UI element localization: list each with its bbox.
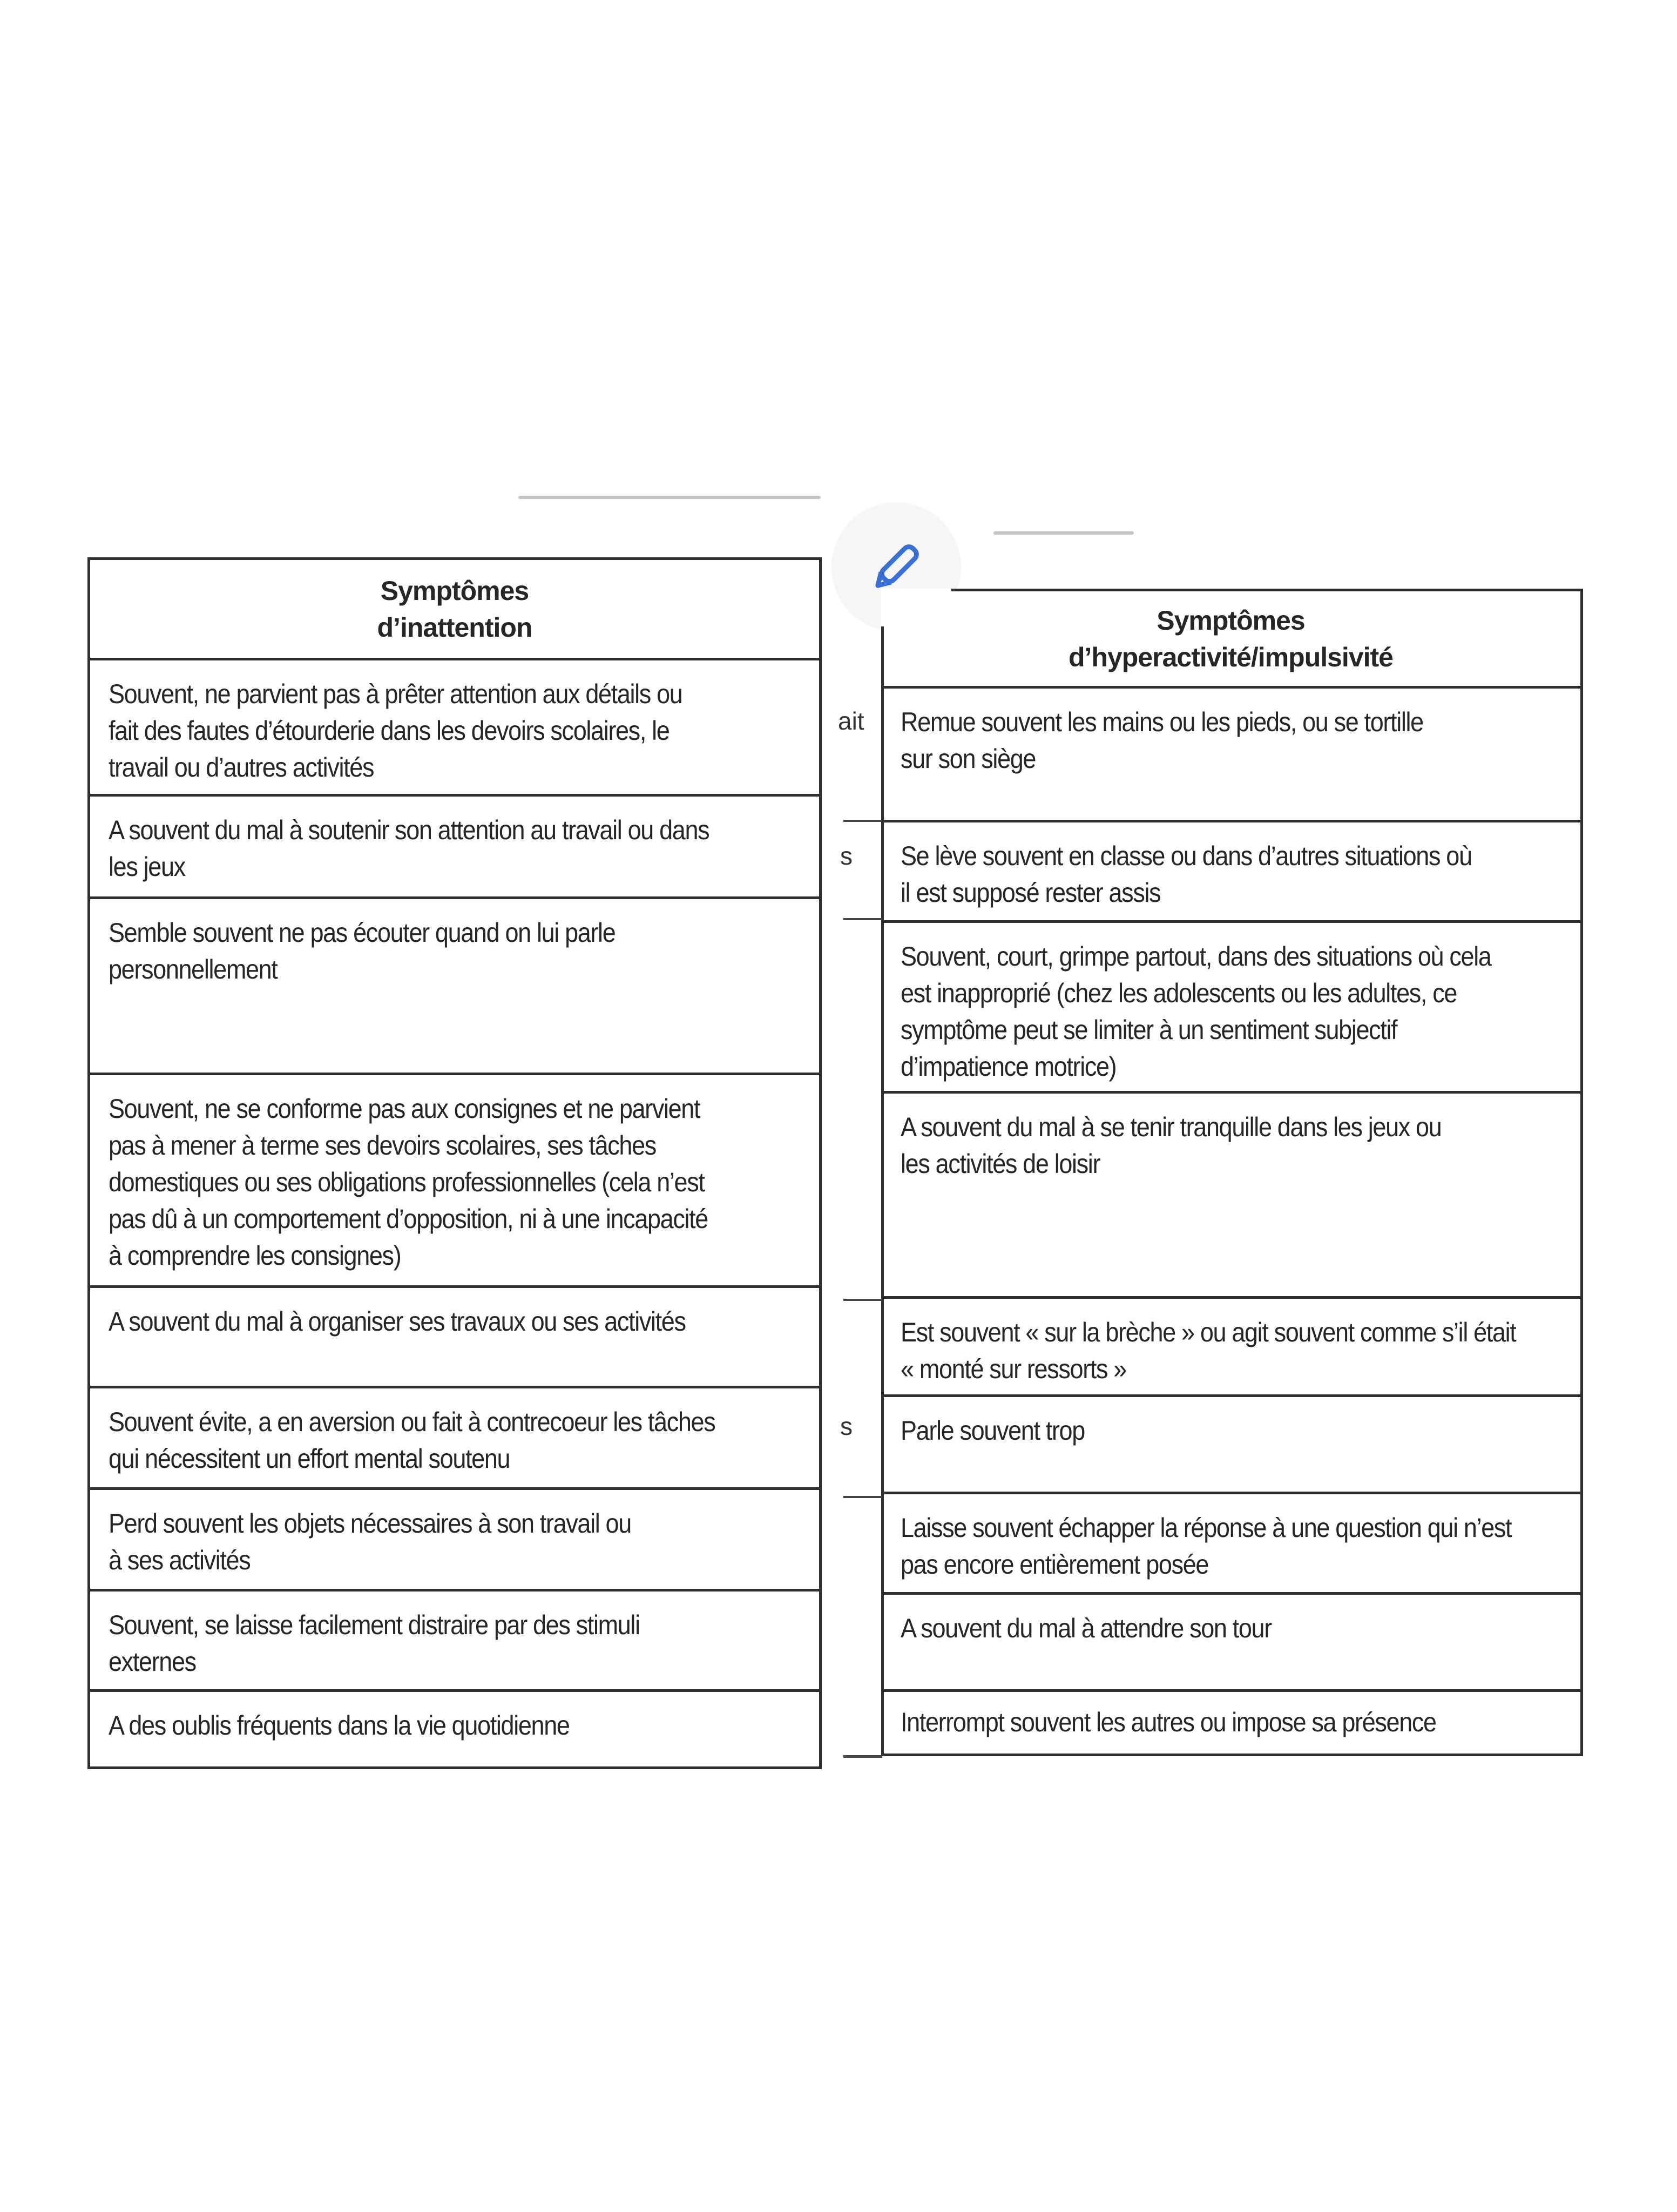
table-row <box>90 1075 819 1288</box>
gutter-rule <box>843 918 882 920</box>
table-row <box>90 899 819 1075</box>
table-row <box>881 822 1580 923</box>
cropped-gutter-text: s <box>840 1412 853 1440</box>
table-row <box>90 1490 819 1591</box>
table-row <box>90 1388 819 1490</box>
symptom-text: Souvent évite, a en aversion ou fait à contrecoeur les tâches qui nécessitent un effort mental soutenu <box>109 1407 715 1474</box>
symptom-text: A souvent du mal à se tenir tranquille dans les jeux ou les activités de loisir <box>901 1112 1442 1179</box>
symptom-text: A souvent du mal à attendre son tour <box>901 1613 1272 1643</box>
gutter-rule <box>843 1755 882 1758</box>
cropped-gutter-text: ait <box>838 707 864 735</box>
table-row <box>90 1692 819 1768</box>
header-line-2: d’hyperactivité/impulsivité <box>1069 642 1393 672</box>
symptom-text: Parle souvent trop <box>901 1415 1085 1446</box>
cropped-text-fragment <box>518 496 821 499</box>
symptom-text: Laisse souvent échapper la réponse à une question qui n’est pas encore entièrement posée <box>901 1513 1512 1580</box>
table-row <box>90 1591 819 1692</box>
cropped-text-fragment <box>993 531 1134 535</box>
table-row <box>90 797 819 899</box>
header-line-1: Symptômes <box>380 575 529 606</box>
table-row <box>881 689 1580 822</box>
symptom-text: Remue souvent les mains ou les pieds, ou se tortille sur son siège <box>901 707 1423 774</box>
gutter-rule <box>843 1299 882 1301</box>
cropped-gutter-text: s <box>840 842 853 870</box>
table-row <box>881 1299 1580 1397</box>
symptom-text: Souvent, ne se conforme pas aux consignes et ne parvient pas à mener à terme ses devoirs scolaires, ses tâches domestiques ou ses obligations professionnelles (cela n’est pas dû à un comportement d’opposition, ni à une incapacité à comprendre les consignes) <box>109 1094 708 1271</box>
gutter-rule <box>843 820 882 822</box>
table-row <box>881 1494 1580 1595</box>
header-line-2: d’inattention <box>377 612 532 643</box>
header-line-1: Symptômes <box>1157 605 1305 636</box>
inattention-table <box>87 557 822 1769</box>
symptom-text: Perd souvent les objets nécessaires à son travail ou à ses activités <box>109 1508 631 1575</box>
symptom-text: Souvent, court, grimpe partout, dans des situations où cela est inapproprié (chez les adolescents ou les adultes, ce symptôme peut se limiter à un sentiment subjectif d’impatience motrice) <box>901 941 1491 1082</box>
symptom-text: Interrompt souvent les autres ou impose sa présence <box>901 1707 1436 1737</box>
hyperactivity-table <box>881 589 1583 1756</box>
table-row <box>881 923 1580 1094</box>
symptom-text: A souvent du mal à organiser ses travaux ou ses activités <box>109 1306 686 1337</box>
table-row <box>881 1397 1580 1494</box>
inattention-header <box>90 560 819 660</box>
table-row <box>881 1595 1580 1692</box>
symptom-text: Est souvent « sur la brèche » ou agit souvent comme s’il était « monté sur ressorts » <box>901 1317 1516 1384</box>
table-row <box>881 1692 1580 1756</box>
table-row <box>90 1288 819 1388</box>
table-row <box>90 660 819 797</box>
table-row <box>881 1094 1580 1299</box>
symptom-text: A souvent du mal à soutenir son attention au travail ou dans les jeux <box>109 815 709 882</box>
gutter-rule <box>843 1496 882 1498</box>
pencil-icon <box>867 537 926 597</box>
symptom-text: Souvent, se laisse facilement distraire par des stimuli externes <box>109 1610 640 1677</box>
symptom-text: Se lève souvent en classe ou dans d’autres situations où il est supposé rester assis <box>901 841 1472 908</box>
symptom-text: Souvent, ne parvient pas à prêter attention aux détails ou fait des fautes d’étourderie dans les devoirs scolaires, le travail ou d’autres activités <box>109 679 682 783</box>
symptom-text: A des oublis fréquents dans la vie quotidienne <box>109 1710 570 1741</box>
hyperactivity-header <box>881 591 1580 689</box>
symptom-text: Semble souvent ne pas écouter quand on lui parle personnellement <box>109 918 616 984</box>
